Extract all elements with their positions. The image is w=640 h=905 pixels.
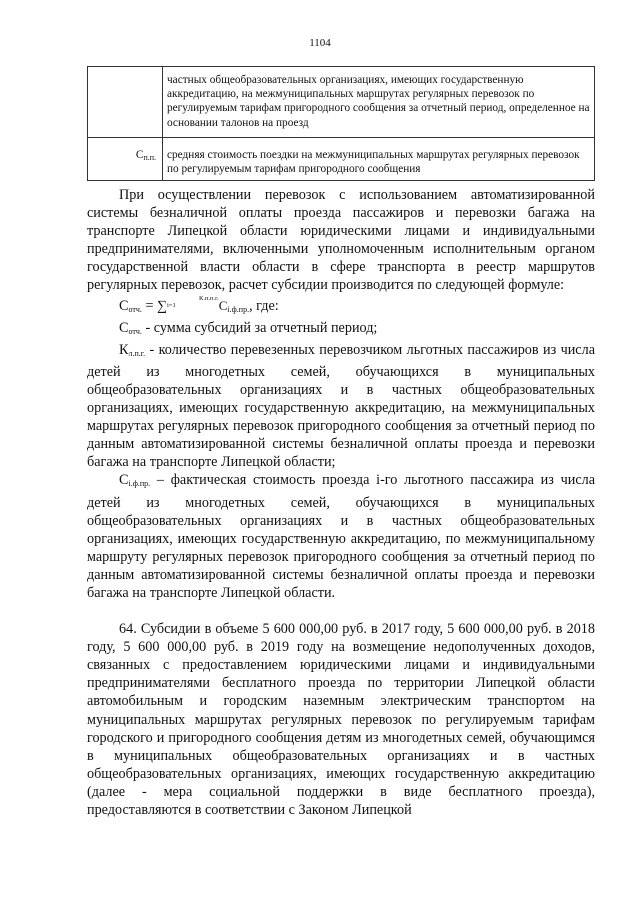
definitions-table: [87, 66, 595, 181]
table-description-cell: частных общеобразовательных организациях, имеющих государственную аккредитацию, на межмуниципальных маршрутах регулярных перевозок по регулируемым тарифам пригородного сообщения за отчетный период, определенное на основании талонов на проезд: [163, 67, 595, 138]
definition-k-lpg: $К_{л.п.г.}$ - количество перевезенных перевозчиком льготных пассажиров из числа детей из многодетных семей, обучающихся в муниципальных общеобразовательных организациях и в частных общеобразовательных организациях, имеющих государственную аккредитацию, на межмуниципальных маршрутах регулярных перевозок пригородного сообщения за отчетный период по данным автоматизированной системы безналичной оплаты проезда и перевозки багажа на транспорте Липецкой области;: [87, 341, 595, 471]
page-number: 1104: [309, 37, 331, 49]
document-body: [87, 186, 595, 819]
subsidy-formula: $С_{отч.} = \sum К.п.п.г$. i=1 $C_{i.ф.пр.}$, где:: [119, 294, 279, 314]
sum-symbol: ∑: [157, 298, 167, 314]
table-symbol-cell: [88, 67, 163, 138]
definition-c-otch: $С_{отч.}$ - сумма субсидий за отчетный период;: [119, 319, 378, 336]
table-symbol-cell: $С_{п.п.}$: [88, 137, 163, 180]
table-row: [88, 67, 595, 138]
table-row: [88, 137, 595, 180]
item-64-paragraph: 64. Субсидии в объеме 5 600 000,00 руб. в 2017 году, 5 600 000,00 руб. в 2018 году, 5 600 000,00 руб. в 2019 году на возмещение недополученных доходов, связанных с предоставлением юридическими лицами и индивидуальными предпринимателями бесплатного проезда по территории Липецкой области автомобильным и городским наземным электрическим транспортом на муниципальных маршрутах регулярных перевозок по регулируемым тарифам городского и пригородного сообщения детям из многодетных семей, обучающимся в муниципальных общеобразовательных организациях и в частных общеобразовательных организациях, имеющих государственную аккредитацию (далее - мера социальной поддержки в виде бесплатного проезда), предоставляются в соответствии с Законом Липецкой: [87, 621, 595, 818]
intro-paragraph: При осуществлении перевозок с использованием автоматизированной системы безналичной оплаты проезда пассажиров и перевозки багажа на транспорте Липецкой области юридическими лицами и индивидуальными предпринимателями, включенными уполномоченным исполнительным органом государственной власти области в сфере транспорта в реестр маршрутов регулярных перевозок, расчет субсидии производится по следующей формуле:: [87, 187, 595, 294]
definition-c-ifpr: $С_{i.ф.пр.}$ – фактическая стоимость проезда i-го льготного пассажира из числа детей из многодетных семей, обучающихся в муниципальных общеобразовательных организациях и в частных общеобразовательных организациях, имеющих государственную аккредитацию, по межмуниципальному маршруту регулярных перевозок пригородного сообщения за отчетный период по данным автоматизированной системы безналичной оплаты проезда и перевозки багажа на транспорте Липецкой области.: [87, 472, 595, 601]
sum-limits: К.п.п.г. i=1: [166, 294, 219, 309]
table-description-cell: средняя стоимость поездки на межмуниципальных маршрутах регулярных перевозок по регулируемым тарифам пригородного сообщения: [163, 137, 595, 180]
